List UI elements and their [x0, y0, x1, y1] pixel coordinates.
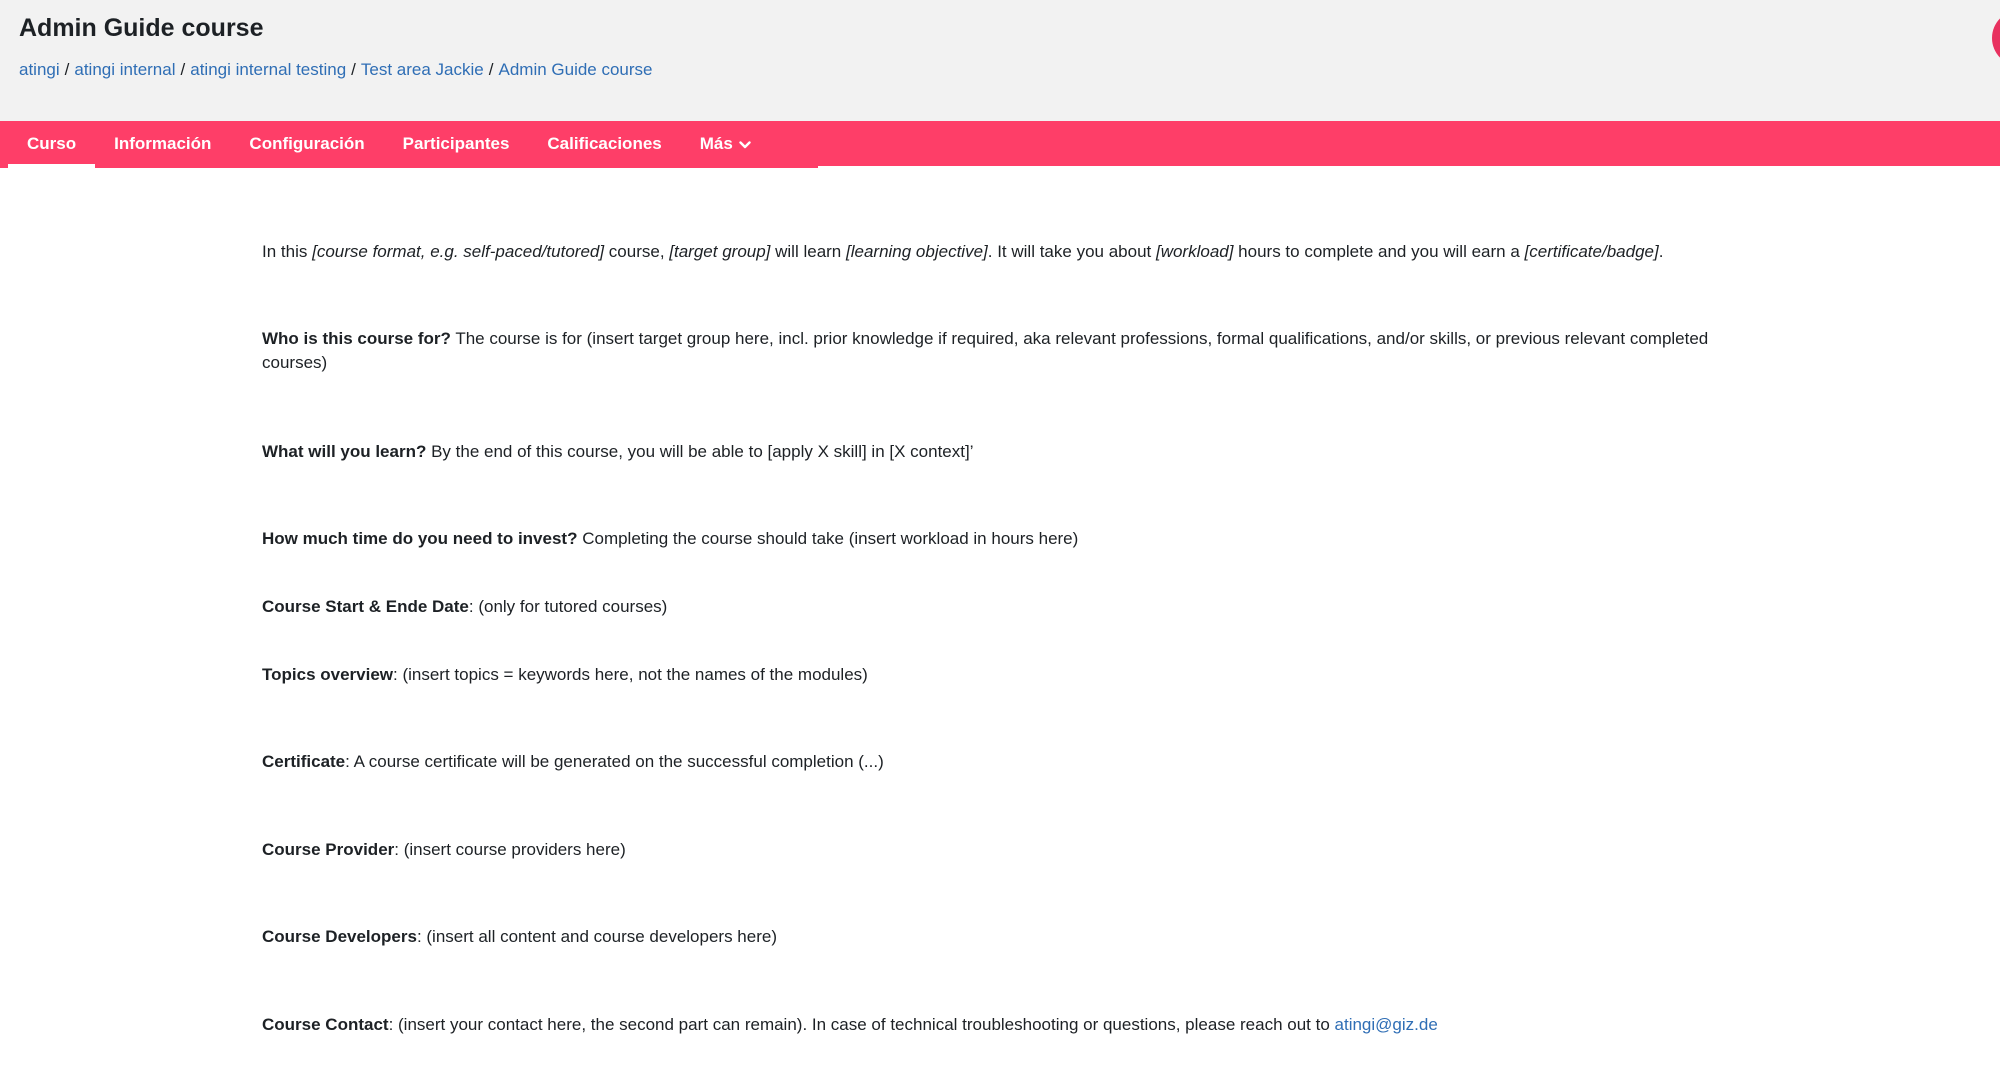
intro-text: will learn [770, 242, 846, 261]
breadcrumb-item-atingi-internal-testing[interactable]: atingi internal testing [190, 60, 347, 79]
breadcrumb-separator: / [488, 60, 494, 79]
breadcrumb-separator: / [64, 60, 70, 79]
chevron-down-icon [739, 141, 751, 149]
intro-text: . It will take you about [987, 242, 1156, 261]
time-label: How much time do you need to invest? [262, 529, 578, 548]
intro-paragraph [262, 240, 1762, 264]
tab-mas[interactable] [681, 121, 770, 168]
developers-paragraph [262, 925, 1762, 949]
who-paragraph [262, 327, 1762, 375]
placeholder-target-group: [target group] [669, 242, 771, 261]
dates-label: Course Start & Ende Date [262, 597, 469, 616]
breadcrumb-item-atingi-internal[interactable]: atingi internal [74, 60, 176, 79]
breadcrumb-item-admin-guide-course[interactable]: Admin Guide course [498, 60, 653, 79]
intro-text: In this [262, 242, 313, 261]
contact-label: Course Contact [262, 1015, 389, 1034]
who-text: The course is for (insert target group here, incl. prior knowledge if required, aka relevant professions, formal qualifications, and/or skills, or previous relevant completed courses) [262, 329, 1709, 372]
topics-text: : (insert topics = keywords here, not the names of the modules) [393, 665, 868, 684]
breadcrumb-separator: / [351, 60, 356, 79]
intro-text: hours to complete and you will earn a [1233, 242, 1525, 261]
intro-text: . [1658, 242, 1664, 261]
contact-email-link[interactable]: atingi@giz.de [1334, 1015, 1438, 1034]
tab-informacion[interactable]: Información [114, 134, 212, 153]
learn-label: What will you learn? [262, 442, 427, 461]
tab-participantes[interactable]: Participantes [402, 134, 510, 153]
certificate-label: Certificate [262, 752, 346, 771]
provider-text: : (insert course providers here) [394, 840, 626, 859]
developers-label: Course Developers [262, 927, 417, 946]
placeholder-course-format: [course format, e.g. self-paced/tutored] [312, 242, 605, 261]
certificate-paragraph [262, 750, 1762, 774]
avatar[interactable] [1992, 10, 2000, 66]
dates-text: : (only for tutored courses) [468, 597, 668, 616]
breadcrumb-item-atingi[interactable]: atingi [19, 60, 60, 79]
breadcrumb-item-test-area-jackie[interactable]: Test area Jackie [360, 60, 484, 79]
developers-text: : (insert all content and course developers here) [416, 927, 777, 946]
placeholder-workload: [workload] [1155, 242, 1234, 261]
time-paragraph [262, 527, 1762, 551]
dates-paragraph [262, 595, 1762, 619]
topics-label: Topics overview [262, 665, 394, 684]
page-title: Admin Guide course [19, 14, 264, 42]
time-text: Completing the course should take (insert workload in hours here) [577, 529, 1079, 548]
contact-text: : (insert your contact here, the second part can remain). In case of technical troubleshooting or questions, please reach out to [388, 1015, 1335, 1034]
placeholder-learning-objective: [learning objective] [846, 242, 988, 261]
tab-curso[interactable]: Curso [8, 121, 95, 168]
tab-calificaciones[interactable]: Calificaciones [547, 134, 662, 153]
tab-configuracion[interactable]: Configuración [249, 134, 365, 153]
intro-text: course, [604, 242, 670, 261]
nav-divider [818, 166, 2000, 168]
learn-paragraph [262, 440, 1762, 464]
provider-label: Course Provider [262, 840, 395, 859]
provider-paragraph [262, 838, 1762, 862]
contact-paragraph [262, 1013, 1762, 1037]
course-tabs [8, 121, 770, 168]
breadcrumb [19, 58, 653, 82]
tab-mas-label: Más [699, 134, 733, 153]
certificate-text: : A course certificate will be generated on the successful completion (...) [345, 752, 884, 771]
topics-paragraph [262, 663, 1762, 687]
who-label: Who is this course for? [262, 329, 451, 348]
course-nav [0, 121, 2000, 168]
page-header [0, 0, 2000, 121]
learn-text: By the end of this course, you will be able to [apply X skill] in [X context]’ [426, 442, 974, 461]
breadcrumb-separator: / [180, 60, 186, 79]
placeholder-certificate: [certificate/badge] [1524, 242, 1659, 261]
